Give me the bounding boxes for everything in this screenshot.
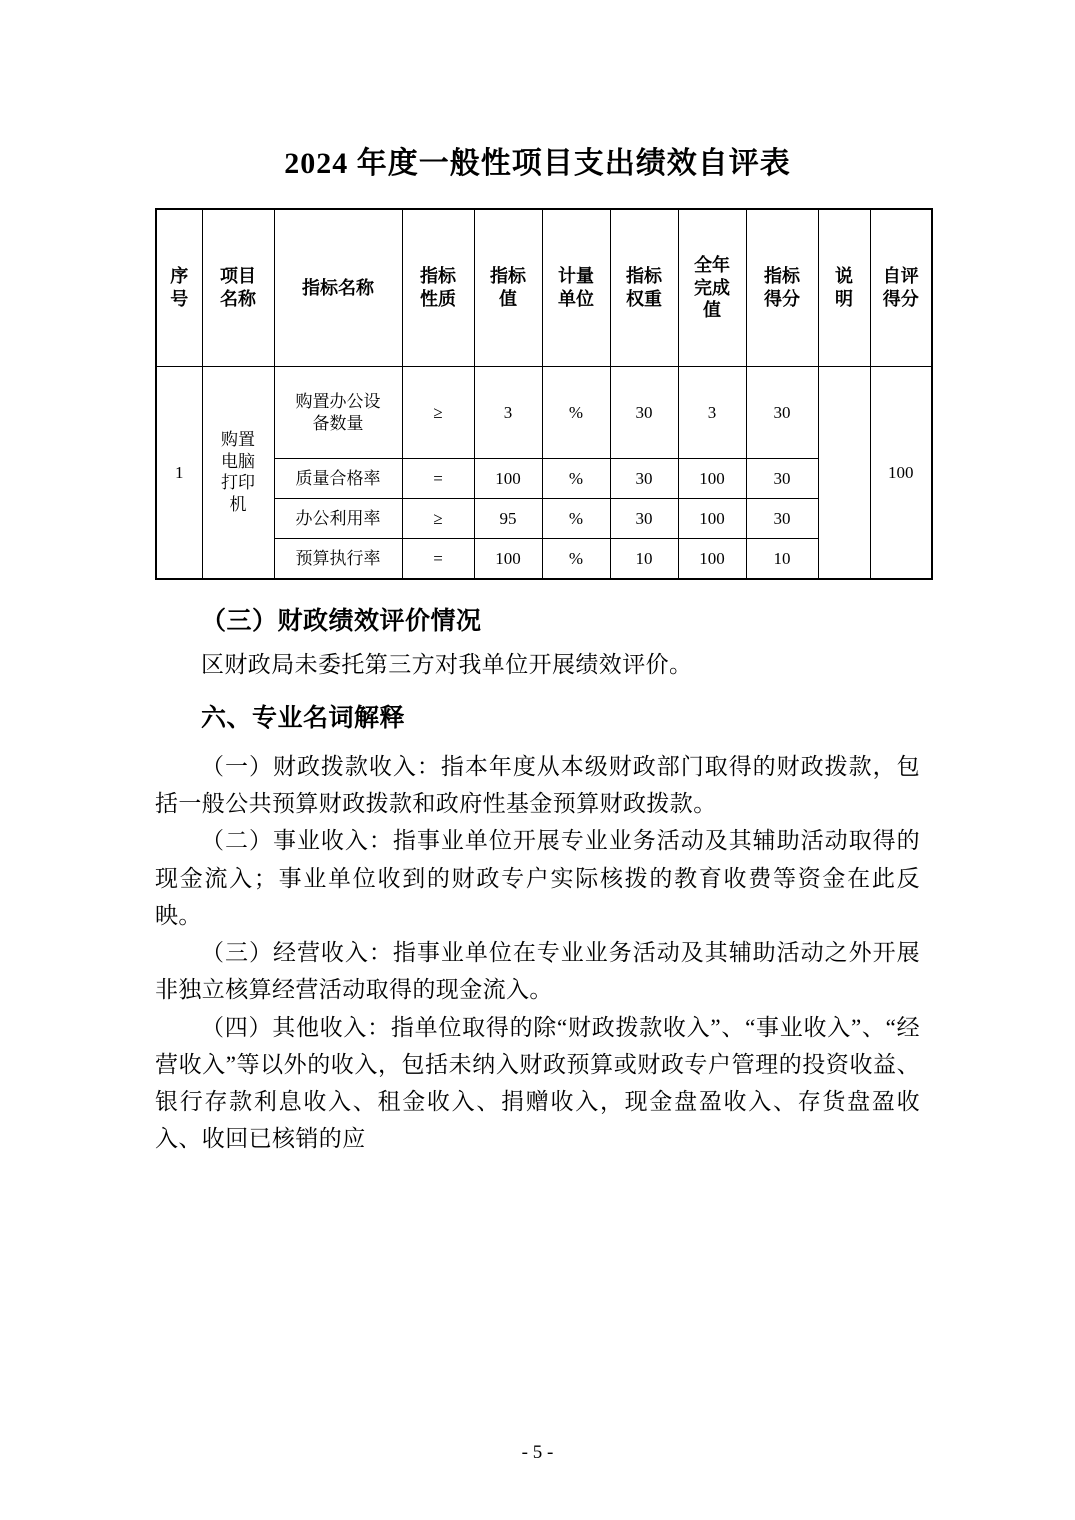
header-line: 项目 [220,266,256,287]
table-row [156,367,932,459]
header-line: 指标 [764,266,800,287]
cell-year-complete-value: 100 [678,499,746,539]
header-line: 明 [835,289,853,309]
cell-weight: 30 [610,499,678,539]
header-line: 计量 [558,266,594,287]
column-header-indicator-value [474,209,542,367]
cell-weight: 30 [610,459,678,499]
cell-sequence-number: 1 [156,367,202,579]
project-name-line: 电脑 [221,451,255,471]
paragraph-term-other-income: （四）其他收入：指单位取得的除“财政拨款收入”、“事业收入”、“经营收入”等以外的收入，包括未纳入财政预算或财政专户管理的投资收益、银行存款利息收入、租金收入、捐赠收入，现金盘盈收入、存货盘盈收入、收回已核销的应 [155,1014,920,1152]
cell-indicator-score: 30 [746,499,818,539]
cell-unit: % [542,499,610,539]
section-heading-financial-evaluation: （三）财政绩效评价情况 [201,607,482,635]
column-header-year-complete-value [678,209,746,367]
cell-weight: 30 [610,367,678,459]
column-header-indicator-nature [402,209,474,367]
cell-note [818,367,870,579]
header-line: 性质 [420,289,456,309]
cell-year-complete-value: 100 [678,539,746,579]
cell-indicator-value: 95 [474,499,542,539]
header-line: 值 [703,300,721,321]
header-line: 指标 [420,266,456,287]
cell-weight: 10 [610,539,678,579]
cell-indicator-score: 10 [746,539,818,579]
header-line: 说 [835,266,853,287]
header-line: 号 [170,289,189,309]
cell-indicator-score: 30 [746,367,818,459]
cell-indicator-nature: ≥ [402,499,474,539]
project-name-line: 机 [229,494,247,514]
paragraph-term-operating-income: （三）经营收入：指事业单位在专业业务活动及其辅助活动之外开展非独立核算经营活动取得的现金流入。 [155,940,920,1003]
header-line: 指标 [490,266,526,287]
header-line: 权重 [626,289,662,309]
cell-indicator-nature: = [402,539,474,579]
cell-indicator-value: 100 [474,459,542,499]
indicator-name-line: 购置办公设 [295,391,381,411]
page-title: 2024 年度一般性项目支出绩效自评表 [284,147,791,180]
cell-indicator-name: 质量合格率 [274,459,402,499]
column-header-indicator-score [746,209,818,367]
cell-unit: % [542,539,610,579]
cell-indicator-name: 办公利用率 [274,499,402,539]
header-line: 名称 [220,289,256,309]
header-line: 指标名称 [302,277,374,298]
cell-unit: % [542,459,610,499]
column-header-indicator-name [274,209,402,367]
header-line: 自评 [882,266,919,287]
header-line: 得分 [764,289,800,309]
cell-indicator-value: 100 [474,539,542,579]
cell-indicator-score: 30 [746,459,818,499]
header-line: 得分 [882,289,919,309]
column-header-note [818,209,870,367]
paragraph-financial-evaluation: 区财政局未委托第三方对我单位开展绩效评价。 [201,652,693,677]
header-line: 完成 [694,277,730,298]
cell-indicator-nature: ≥ [402,367,474,459]
page-number: - 5 - [521,1442,554,1463]
project-name-line: 打印 [221,473,255,493]
section-heading-terminology: 六、专业名词解释 [201,705,406,733]
cell-project-name [202,367,274,579]
table-header-row [156,209,932,367]
header-line: 序 [170,266,189,287]
column-header-project-name [202,209,274,367]
cell-indicator-nature: = [402,459,474,499]
cell-year-complete-value: 3 [678,367,746,459]
cell-year-complete-value: 100 [678,459,746,499]
cell-indicator-value: 3 [474,367,542,459]
column-header-weight [610,209,678,367]
paragraph-term-business-income: （二）事业收入：指事业单位开展专业业务活动及其辅助活动取得的现金流入；事业单位收到的财政专户实际核拨的教育收费等资金在此反映。 [155,828,920,928]
performance-self-assessment-table [155,208,933,580]
cell-indicator-name [274,367,402,459]
indicator-name-line: 备数量 [312,413,364,433]
header-line: 全年 [694,254,730,275]
project-name-line: 购置 [221,429,255,449]
paragraph-term-fiscal-appropriation-income: （一）财政拨款收入：指本年度从本级财政部门取得的财政拨款，包括一般公共预算财政拨款和政府性基金预算财政拨款。 [155,753,920,816]
column-header-seq [156,209,202,367]
column-header-unit [542,209,610,367]
header-line: 单位 [558,289,594,309]
cell-self-score: 100 [870,367,932,579]
column-header-self-score [870,209,932,367]
cell-unit: % [542,367,610,459]
header-line: 指标 [626,266,662,287]
cell-indicator-name: 预算执行率 [274,539,402,579]
header-line: 值 [499,289,517,309]
